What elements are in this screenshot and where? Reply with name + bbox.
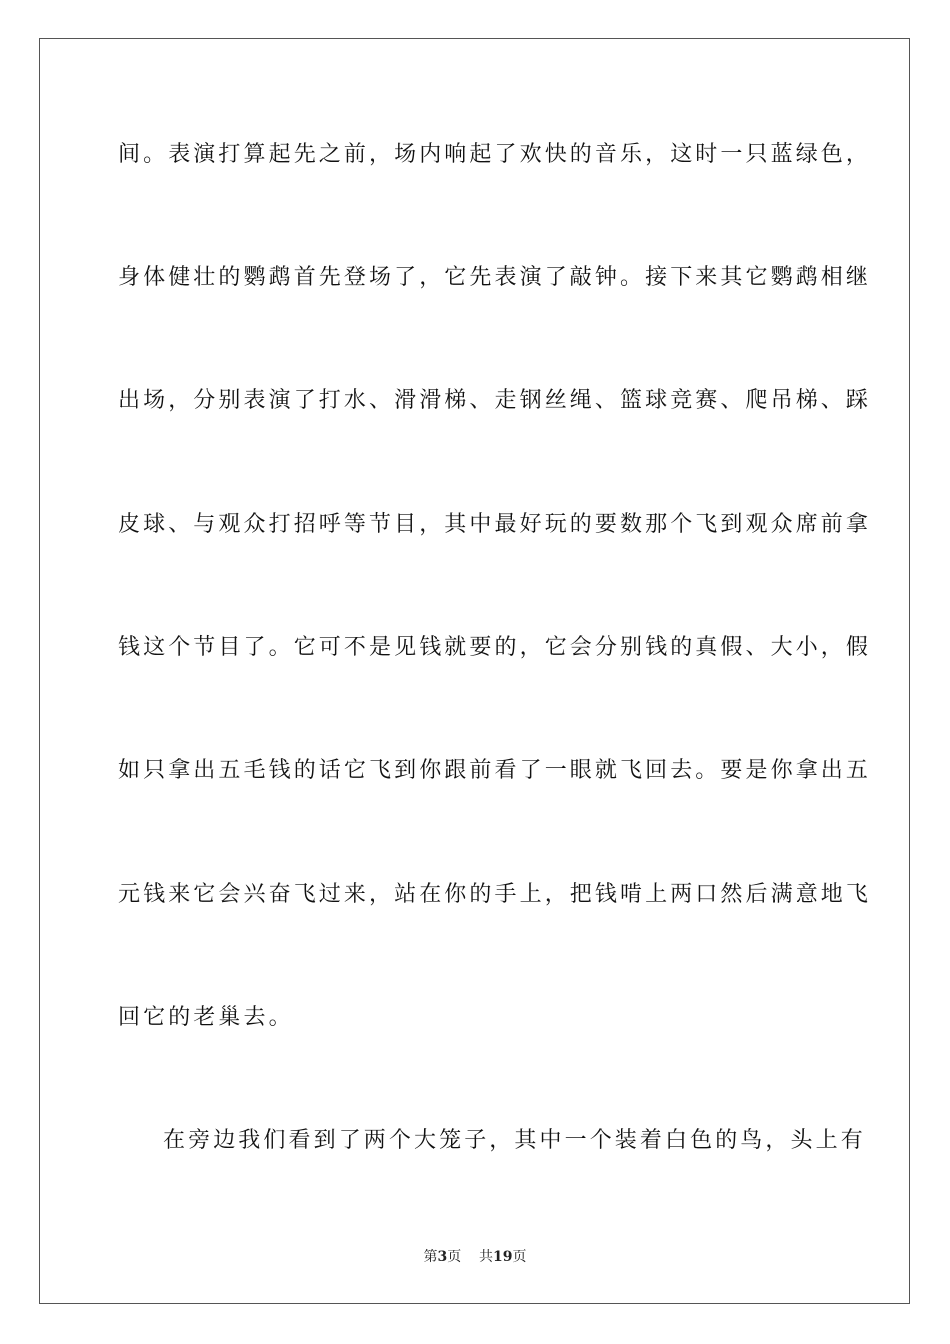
page-border [39, 38, 910, 1304]
page-number: 3 [437, 1249, 448, 1265]
page-footer [0, 1248, 950, 1266]
total-pages: 19 [493, 1249, 513, 1265]
body-text-line-8: 回它的老巢去。 [118, 1005, 294, 1030]
body-text-line-6: 如只拿出五毛钱的话它飞到你跟前看了一眼就飞回去。要是你拿出五 [118, 758, 872, 783]
total-suffix: 页 [512, 1249, 527, 1265]
body-text-line-5: 钱这个节目了。它可不是见钱就要的，它会分别钱的真假、大小，假 [118, 635, 872, 660]
paragraph-start-line: 在旁边我们看到了两个大笼子，其中一个装着白色的鸟，头上有 [163, 1128, 866, 1153]
body-text-line-1: 间。表演打算起先之前，场内响起了欢快的音乐，这时一只蓝绿色， [118, 142, 872, 167]
page-suffix: 页 [447, 1249, 462, 1265]
body-text-line-4: 皮球、与观众打招呼等节目，其中最好玩的要数那个飞到观众席前拿 [118, 512, 872, 537]
body-text-line-7: 元钱来它会兴奋飞过来，站在你的手上，把钱啃上两口然后满意地飞 [118, 882, 872, 907]
body-text-line-3: 出场，分别表演了打水、滑滑梯、走钢丝绳、篮球竞赛、爬吊梯、踩 [118, 388, 872, 413]
body-text-line-2: 身体健壮的鹦鹉首先登场了，它先表演了敲钟。接下来其它鹦鹉相继 [118, 265, 872, 290]
total-prefix: 共 [479, 1249, 494, 1265]
page-prefix: 第 [423, 1249, 438, 1265]
